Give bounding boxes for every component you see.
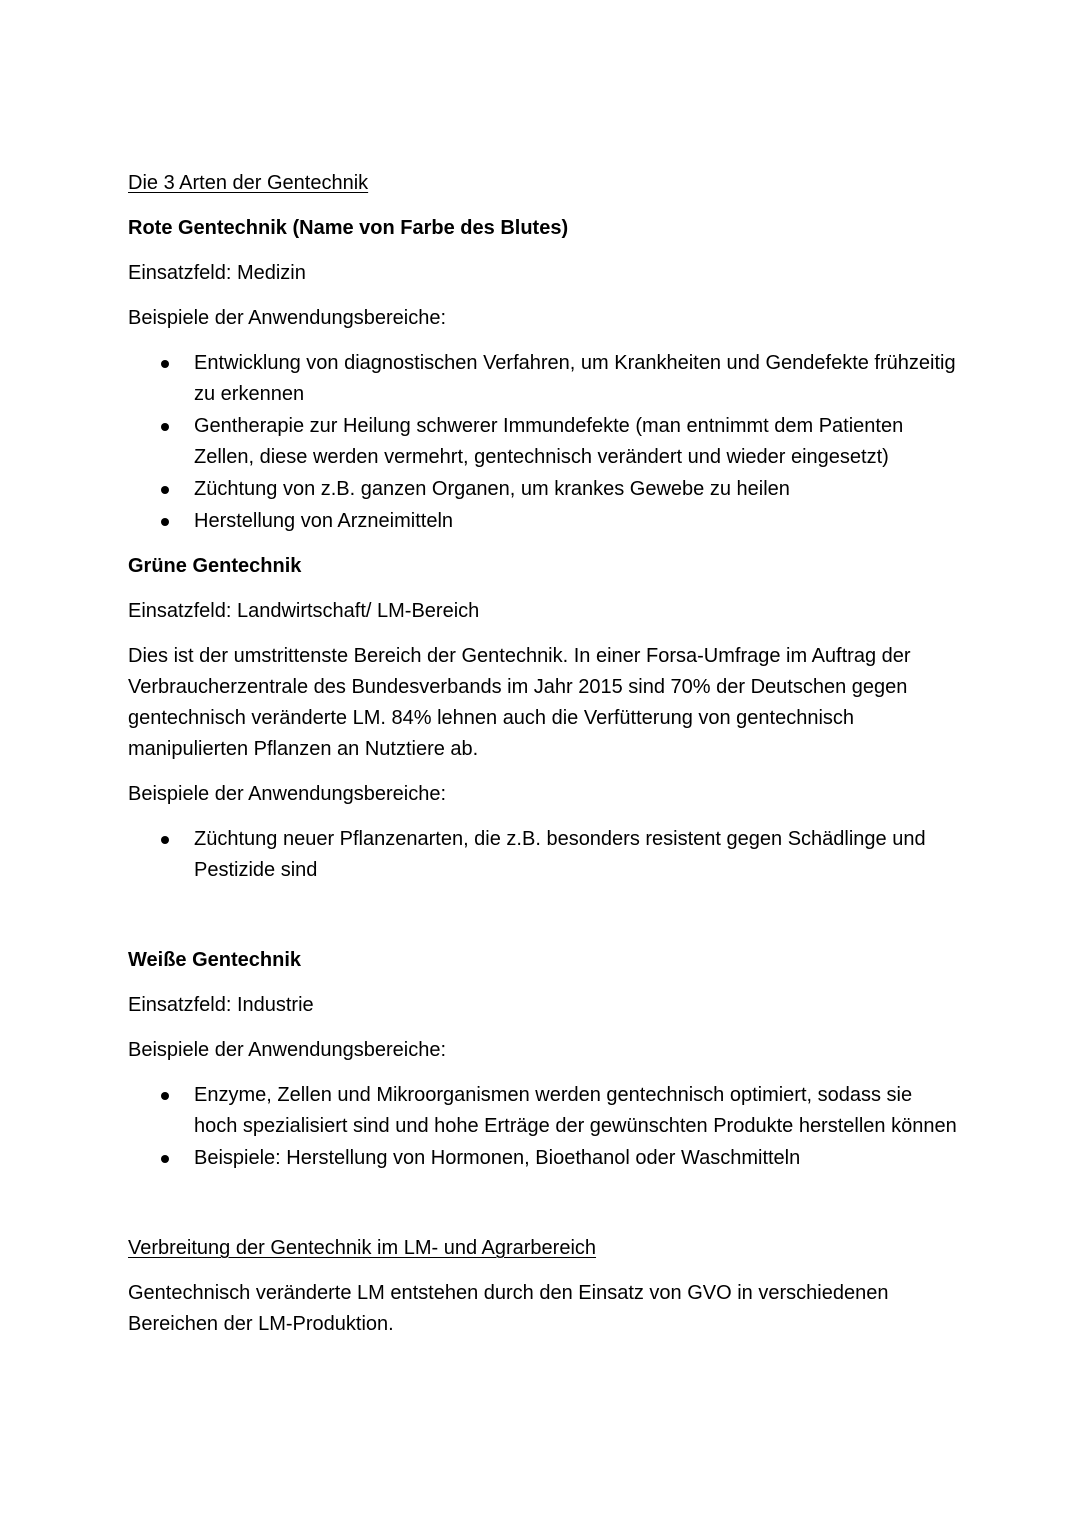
spacer — [128, 900, 958, 945]
list-item — [128, 474, 958, 505]
red-examples-list — [128, 348, 958, 537]
list-item-text: Züchtung neuer Pflanzenarten, die z.B. besonders resistent gegen Schädlinge und Pestizide sind — [194, 828, 926, 881]
white-examples-list — [128, 1080, 958, 1174]
list-item — [128, 348, 958, 410]
bullet-icon — [161, 836, 169, 844]
spacer — [128, 1188, 958, 1233]
bullet-icon — [161, 423, 169, 431]
green-examples-list — [128, 824, 958, 886]
bullet-icon — [161, 360, 169, 368]
list-item — [128, 1143, 958, 1174]
spread-title: Verbreitung der Gentechnik im LM- und Agrarbereich — [128, 1237, 597, 1259]
red-examples-label: Beispiele der Anwendungsbereiche: — [128, 307, 446, 329]
document-page — [128, 168, 958, 1354]
spread-paragraph: Gentechnisch veränderte LM entstehen durch den Einsatz von GVO in verschiedenen Bereichen der LM-Produktion. — [128, 1282, 889, 1335]
list-item-text: Beispiele: Herstellung von Hormonen, Bioethanol oder Waschmitteln — [194, 1147, 801, 1169]
list-item — [128, 824, 958, 886]
green-field: Einsatzfeld: Landwirtschaft/ LM-Bereich — [128, 600, 480, 622]
green-examples-label: Beispiele der Anwendungsbereiche: — [128, 783, 446, 805]
list-item-text: Herstellung von Arzneimitteln — [194, 510, 454, 532]
bullet-icon — [161, 1092, 169, 1100]
list-item-text: Entwicklung von diagnostischen Verfahren, um Krankheiten und Gendefekte frühzeitig zu erkennen — [194, 352, 956, 405]
bullet-icon — [161, 1155, 169, 1163]
list-item — [128, 411, 958, 473]
white-gentechnik-heading: Weiße Gentechnik — [128, 949, 302, 971]
white-examples-label: Beispiele der Anwendungsbereiche: — [128, 1039, 446, 1061]
bullet-icon — [161, 518, 169, 526]
green-gentechnik-heading: Grüne Gentechnik — [128, 555, 302, 577]
list-item-text: Enzyme, Zellen und Mikroorganismen werden gentechnisch optimiert, sodass sie hoch spezialisiert sind und hohe Erträge der gewünschten Produkte herstellen können — [194, 1084, 957, 1137]
bullet-icon — [161, 486, 169, 494]
list-item-text: Gentherapie zur Heilung schwerer Immundefekte (man entnimmt dem Patienten Zellen, diese werden vermehrt, gentechnisch verändert und wieder eingesetzt) — [194, 415, 904, 468]
list-item-text: Züchtung von z.B. ganzen Organen, um krankes Gewebe zu heilen — [194, 478, 790, 500]
red-field: Einsatzfeld: Medizin — [128, 262, 306, 284]
document-title: Die 3 Arten der Gentechnik — [128, 172, 369, 194]
list-item — [128, 506, 958, 537]
white-field: Einsatzfeld: Industrie — [128, 994, 314, 1016]
red-gentechnik-heading: Rote Gentechnik (Name von Farbe des Blutes) — [128, 217, 569, 239]
list-item — [128, 1080, 958, 1142]
green-paragraph: Dies ist der umstrittenste Bereich der Gentechnik. In einer Forsa-Umfrage im Auftrag der Verbraucherzentrale des Bundesverbands im Jahr 2015 sind 70% der Deutschen gegen gentechnisch veränderte LM. 84% lehnen auch die Verfütterung von gentechnisch manipulierten Pflanzen an Nutztiere ab. — [128, 645, 911, 760]
